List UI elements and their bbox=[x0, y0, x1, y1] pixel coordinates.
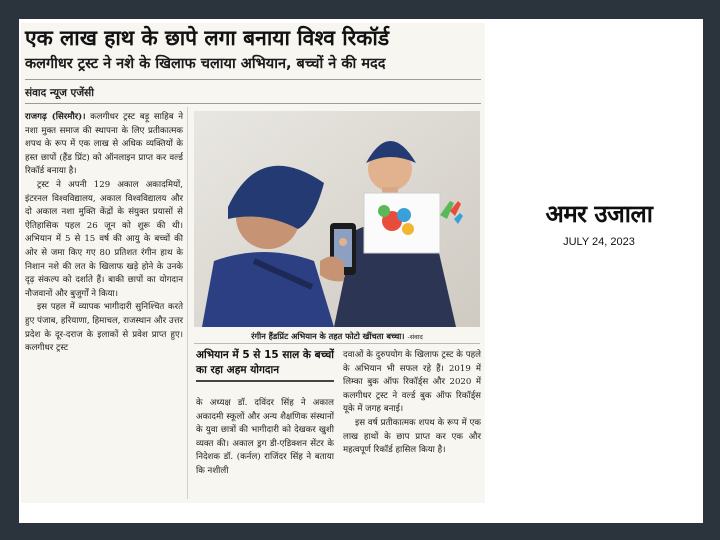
photo-illustration bbox=[194, 111, 480, 327]
paragraph: दवाओं के दुरुपयोग के खिलाफ ट्रस्ट के पहले के अभियान भी सफल रहे हैं। 2019 में लिम्का बुक ऑफ रिकॉर्ड्स और 2020 में कलगीधर ट्रस्ट ने वर्ल्ड बुक ऑफ रिकॉर्ड्स यूके में जगह बनाई। bbox=[343, 350, 481, 415]
column-divider bbox=[187, 107, 188, 499]
newspaper-clipping bbox=[21, 23, 485, 503]
headline: एक लाख हाथ के छापे लगा बनाया विश्व रिकॉर्ड bbox=[25, 26, 390, 50]
paragraph bbox=[25, 111, 183, 179]
pull-quote: अभियान में 5 से 15 साल के बच्चों का रहा अहम योगदान bbox=[196, 348, 334, 382]
divider bbox=[25, 103, 481, 104]
photo-credit: -संवाद bbox=[407, 333, 423, 341]
paragraph: के अध्यक्ष डॉ. दविंदर सिंह ने अकाल अकादमी स्कूलों और अन्य शैक्षणिक संस्थानों के युवा छात्रों की भागीदारी को देखकर खुशी व्यक्त की। अकाल ड्रग डी-एडिक्शन सेंटर के निदेशक डॉ. (कर्नल) राजिंदर सिंह ने बताया कि नशीली bbox=[196, 398, 334, 476]
article-column-2 bbox=[196, 397, 334, 479]
photo-caption bbox=[194, 329, 480, 344]
paragraph: इस वर्ष प्रतीकात्मक शपथ के रूप में एक लाख हाथों के छाप प्राप्त कर एक और महत्वपूर्ण रिकॉर्ड हासिल किया है। bbox=[343, 417, 481, 456]
agency-byline: संवाद न्यूज एजेंसी bbox=[25, 87, 94, 99]
newspaper-logo: अमर उजाला bbox=[545, 200, 653, 228]
publication-date: JULY 24, 2023 bbox=[563, 236, 635, 248]
article-column-3 bbox=[343, 349, 481, 458]
divider bbox=[25, 79, 481, 80]
caption-text: रंगीन हैंडप्रिंट अभियान के तहत फोटो खींचता बच्चा। bbox=[251, 331, 405, 341]
dateline: राजगढ़ (सिरमौर)। bbox=[25, 112, 86, 122]
paragraph: इस पहल में व्यापक भागीदारी सुनिश्चित करते हुए पंजाब, हरियाणा, हिमाचल, राजस्थान और उत्तर प्रदेश के दूर-दराज के इलाकों से प्रवेश प्राप्त हुए। कलगीधर ट्रस्ट bbox=[25, 302, 183, 354]
article-photo bbox=[194, 111, 480, 327]
paragraph: ट्रस्ट ने अपनी 129 अकाल अकादमियों, इंटरनल विश्वविद्यालय, अकाल विश्वविद्यालय और दो अकाल नशा मुक्ति केंद्रों के संयुक्त प्रयासों से ऐतिहासिक पहल 26 जून को शुरू की थी। अभियान में 5 से 15 वर्ष की आयु के बच्चों की ओर से जमा किए गए 80 प्रतिशत रंगीन हाथ के निशान नशे की लत के खिलाफ खड़े होने के उनके दृढ़ संकल्प को दर्शाते हैं। बाकी छापों का योगदान नौजवानों और बुजुर्गों ने किया। bbox=[25, 179, 183, 299]
article-column-1 bbox=[25, 111, 183, 356]
subheadline: कलगीधर ट्रस्ट ने नशे के खिलाफ चलाया अभियान, बच्चों ने की मदद bbox=[25, 56, 386, 72]
paragraph-text: कलगीधर ट्रस्ट बड़ू साहिब ने नशा मुक्त समाज की स्थापना के लिए प्रतीकात्मक शपथ के रूप में एक लाख से अधिक व्यक्तियों के हस्त छापों (हैंड प्रिंट) को ऑनलाइन प्राप्त कर वर्ल्ड रिकॉर्ड बनाया है। bbox=[25, 112, 183, 177]
